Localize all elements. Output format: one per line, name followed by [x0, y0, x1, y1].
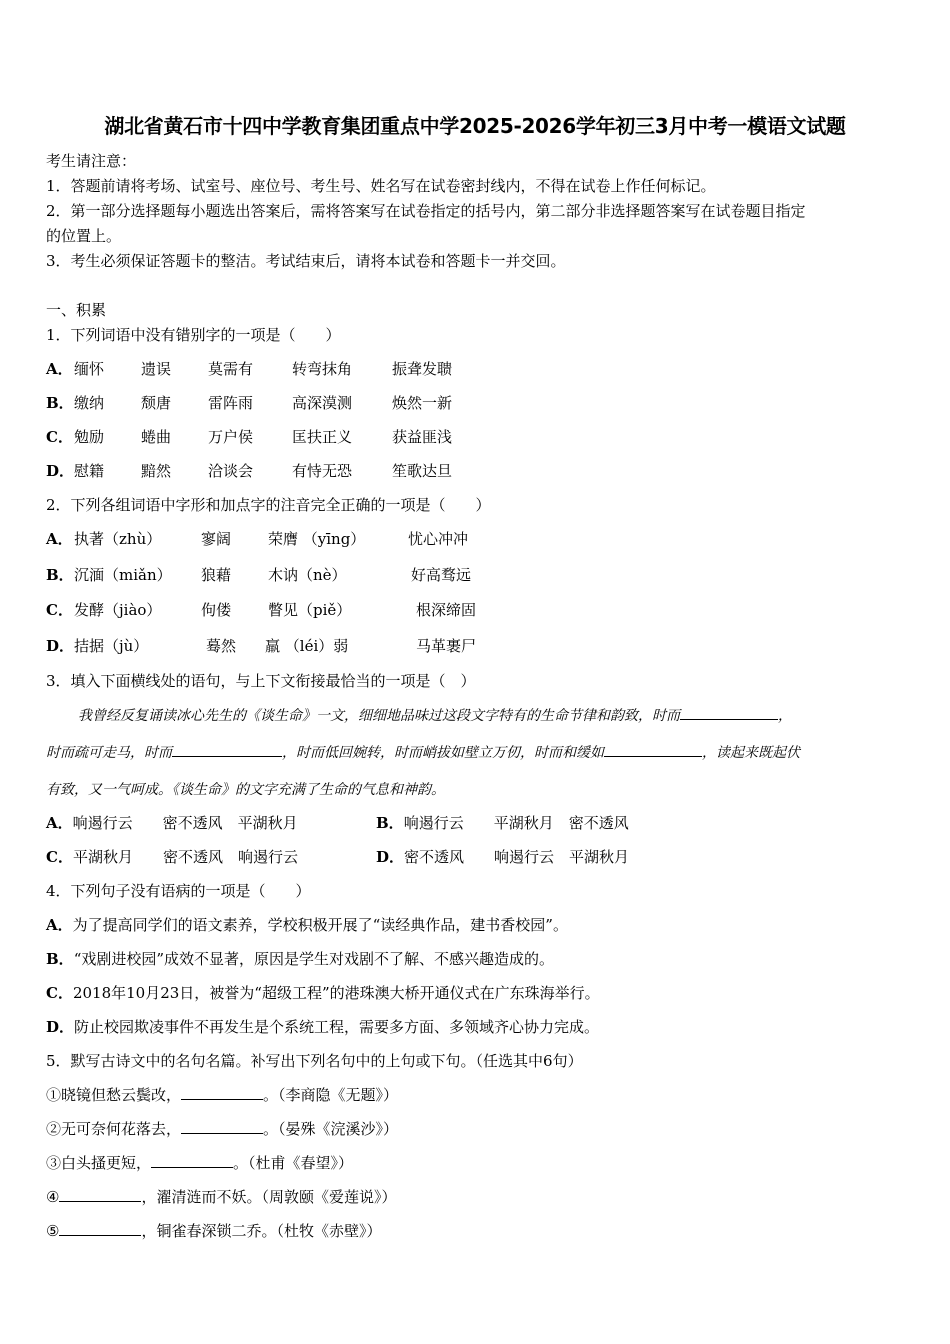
q2-option-d-letter[interactable]: D． — [46, 637, 75, 655]
q2-option-c-letter[interactable]: C． — [46, 601, 73, 619]
q1-option-word: 蜷曲 — [141, 428, 172, 446]
question-4-stem: 4．下列句子没有语病的一项是（ ） — [46, 882, 311, 900]
answer-blank[interactable] — [59, 1221, 141, 1236]
q1-option-word: 慰籍 — [74, 462, 105, 480]
q1-option-word: 有恃无恐 — [292, 462, 353, 480]
q1-option-word: 匡扶正义 — [292, 428, 353, 446]
q5-item: ①晓镜但愁云鬓改， 。（李商隐《无题》） — [46, 1086, 399, 1104]
q1-option-word: 洽谈会 — [208, 462, 254, 480]
q3-option-b[interactable]: B．响遏行云 平湖秋月 密不透风 — [376, 814, 629, 832]
notice-item: 的位置上。 — [46, 227, 122, 245]
question-2-stem: 2．下列各组词语中字形和加点字的注音完全正确的一项是（ ） — [46, 496, 491, 514]
q2-option-word: 忧心冲冲 — [408, 530, 469, 548]
passage-line: 有致，又一气呵成。《谈生命》的文字充满了生命的气息和神韵。 — [46, 782, 445, 798]
q2-option-word: 根深缔固 — [416, 601, 477, 619]
q2-option-word: 好高骛远 — [411, 566, 472, 584]
notice-item: 2．第一部分选择题每小题选出答案后，需将答案写在试卷指定的括号内，第二部分非选择题答案写在试卷题目指定 — [46, 202, 806, 220]
q1-option-word: 振聋发聩 — [392, 360, 453, 378]
q1-option-word: 获益匪浅 — [392, 428, 453, 446]
q2-option-word: 羸 （léi）弱 — [265, 637, 349, 655]
q1-option-word: 缅怀 — [74, 360, 105, 378]
q1-option-a-letter[interactable]: A． — [46, 360, 73, 378]
q1-option-d-letter[interactable]: D． — [46, 462, 75, 480]
q3-option-c[interactable]: C．平湖秋月 密不透风 响遏行云 — [46, 848, 298, 866]
q5-item: ④ ，濯清涟而不妖。（周敦颐《爱莲说》） — [46, 1188, 397, 1206]
page-title: 湖北省黄石市十四中学教育集团重点中学2025-2026学年初三3月中考一模语文试题 — [104, 114, 846, 138]
q2-option-word: 发酵（jiào） — [74, 601, 162, 619]
q5-item: ②无可奈何花落去， 。（晏殊《浣溪沙》） — [46, 1120, 399, 1138]
q4-option-c[interactable]: C．2018年10月23日，被誉为“超级工程”的港珠澳大桥开通仪式在广东珠海举行。 — [46, 984, 600, 1002]
q3-option-d[interactable]: D．密不透风 响遏行云 平湖秋月 — [376, 848, 630, 866]
q1-option-word: 黯然 — [141, 462, 172, 480]
q2-option-word: 拮据（jù） — [74, 637, 149, 655]
q1-option-word: 焕然一新 — [392, 394, 453, 412]
q4-option-a[interactable]: A．为了提高同学们的语文素养，学校积极开展了“读经典作品，建书香校园”。 — [46, 916, 568, 934]
passage-line: 时而疏可走马，时而 ，时而低回婉转，时而峭拔如壁立万仞，时而和缓如 ，读起来既起伏 — [46, 742, 904, 762]
q3-option-a[interactable]: A．响遏行云 密不透风 平湖秋月 — [46, 814, 298, 832]
q1-option-word: 万户侯 — [208, 428, 254, 446]
q4-option-d[interactable]: D．防止校园欺凌事件不再发生是个系统工程，需要多方面、多领域齐心协力完成。 — [46, 1018, 600, 1036]
q2-option-word: 马革裹尸 — [416, 637, 477, 655]
notice-item: 3．考生必须保证答题卡的整洁。考试结束后，请将本试卷和答题卡一并交回。 — [46, 252, 566, 270]
answer-blank[interactable] — [59, 1187, 141, 1202]
q2-option-b-letter[interactable]: B． — [46, 566, 74, 584]
answer-blank[interactable] — [181, 1119, 263, 1134]
q2-option-a-letter[interactable]: A． — [46, 530, 73, 548]
question-1-stem: 1．下列词语中没有错别字的一项是（ ） — [46, 326, 341, 344]
q2-option-word: 沉湎（miǎn） — [74, 566, 172, 584]
answer-blank[interactable] — [181, 1085, 263, 1100]
q2-option-word: 佝偻 — [201, 601, 232, 619]
q1-option-word: 颓唐 — [141, 394, 172, 412]
q5-item: ⑤ ，铜雀春深锁二乔。（杜牧《赤壁》） — [46, 1222, 382, 1240]
q1-option-b-letter[interactable]: B． — [46, 394, 74, 412]
q5-item: ③白头搔更短， 。（杜甫《春望》） — [46, 1154, 354, 1172]
q1-option-word: 缴纳 — [74, 394, 105, 412]
q1-option-word: 笙歌达旦 — [392, 462, 453, 480]
q4-option-b[interactable]: B．“戏剧进校园”成效不显著，原因是学生对戏剧不了解、不感兴趣造成的。 — [46, 950, 555, 968]
question-3-stem: 3．填入下面横线处的语句，与上下文衔接最恰当的一项是（ ） — [46, 672, 476, 690]
q2-option-word: 蓦然 — [206, 637, 237, 655]
notice-item: 1．答题前请将考场、试室号、座位号、考生号、姓名写在试卷密封线内，不得在试卷上作任何标记。 — [46, 177, 716, 195]
q1-option-c-letter[interactable]: C． — [46, 428, 73, 446]
q2-option-word: 瞥见（piě） — [268, 601, 352, 619]
q1-option-word: 勉励 — [74, 428, 105, 446]
answer-blank[interactable] — [172, 742, 282, 757]
question-5-stem: 5．默写古诗文中的名句名篇。补写出下列名句中的上句或下句。（任选其中6句） — [46, 1052, 583, 1070]
q1-option-word: 莫需有 — [208, 360, 254, 378]
answer-blank[interactable] — [604, 742, 702, 757]
answer-blank[interactable] — [151, 1153, 233, 1168]
q1-option-word: 高深漠测 — [292, 394, 353, 412]
answer-blank[interactable] — [680, 705, 778, 720]
q2-option-word: 寥阔 — [201, 530, 232, 548]
q1-option-word: 遗误 — [141, 360, 172, 378]
q2-option-word: 木讷（nè） — [268, 566, 347, 584]
q2-option-word: 狼藉 — [201, 566, 232, 584]
q1-option-word: 转弯抹角 — [292, 360, 353, 378]
q1-option-word: 雷阵雨 — [208, 394, 254, 412]
notice-header: 考生请注意： — [46, 152, 137, 170]
q2-option-word: 荣膺 （yīng） — [268, 530, 366, 548]
passage-line: 我曾经反复诵读冰心先生的《谈生命》一文，细细地品味过这段文字特有的生命节律和韵致，时而 ， — [78, 705, 936, 725]
q2-option-word: 执著（zhù） — [74, 530, 162, 548]
section-heading: 一、积累 — [46, 301, 107, 319]
